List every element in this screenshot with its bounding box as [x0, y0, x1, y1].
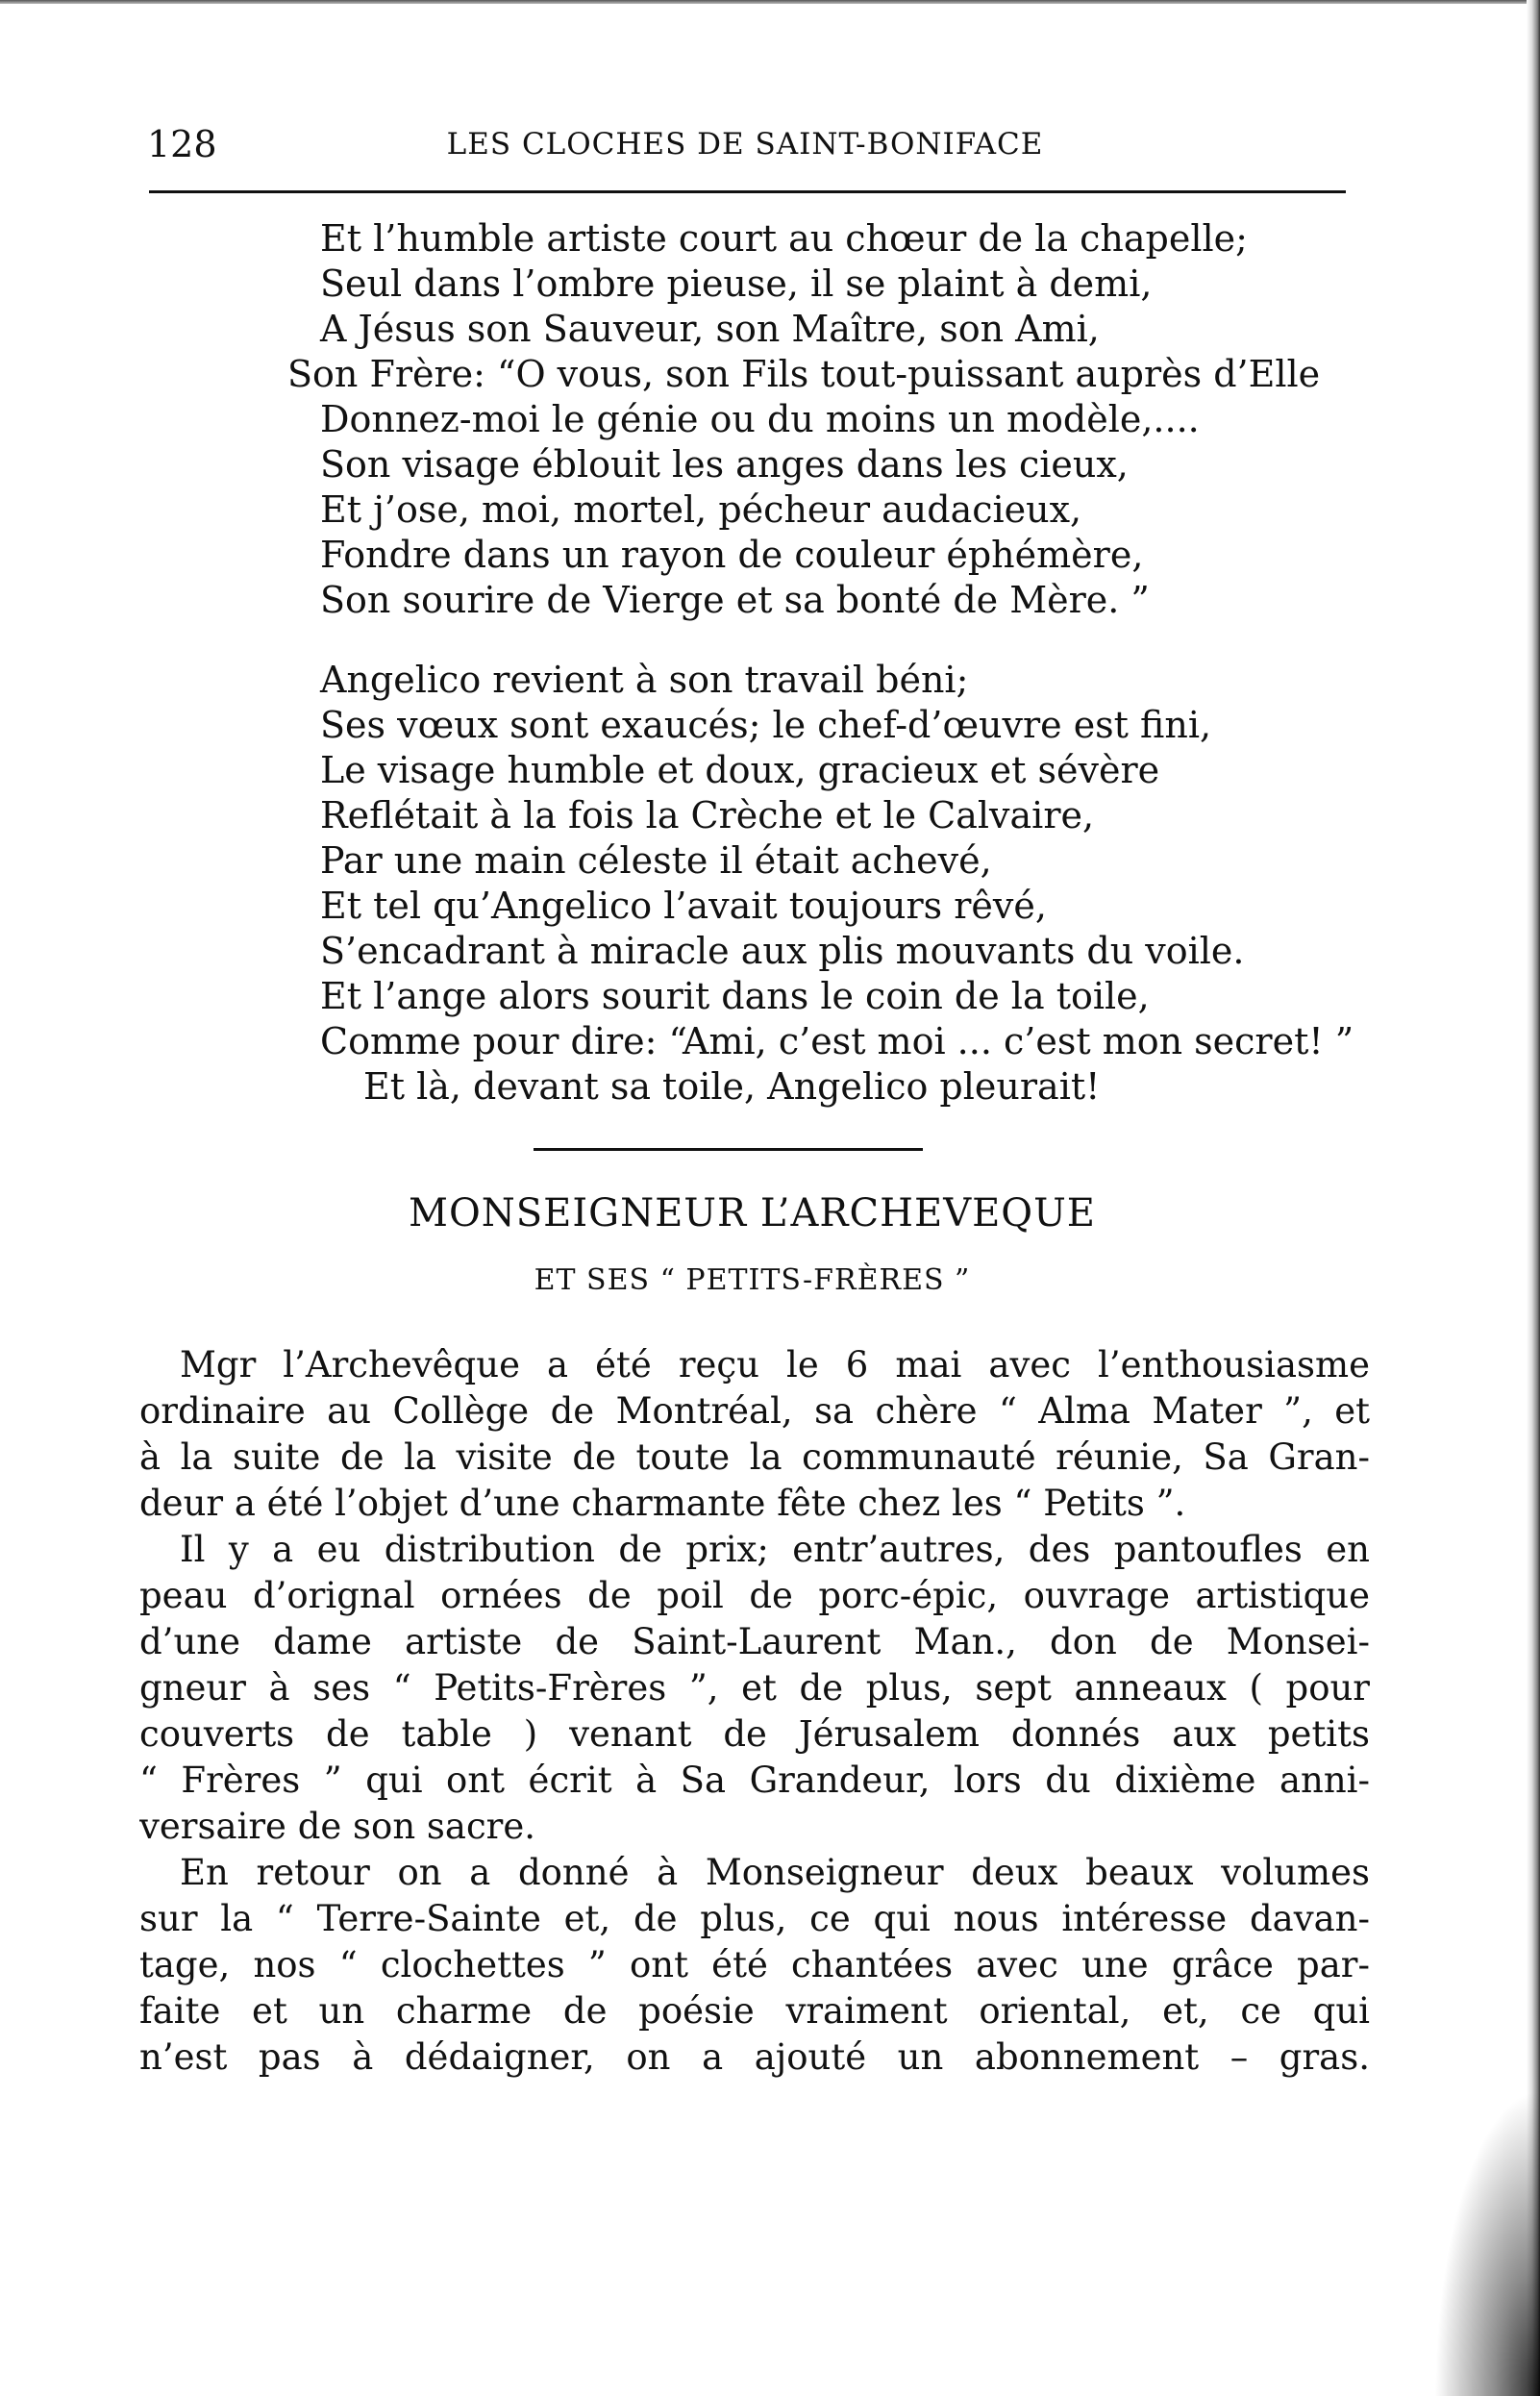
poem-line: Et j’ose, moi, mortel, pécheur audacieux,: [320, 488, 1082, 531]
poem-line: Comme pour dire: “Ami, c’est moi ... c’est mon secret! ”: [320, 1020, 1354, 1062]
article-line: gneur à ses “ Petits-Frères ”, et de plus, sept anneaux ( pour: [139, 1667, 1370, 1709]
article-line: faite et un charme de poésie vraiment oriental, et, ce qui: [139, 1990, 1370, 2032]
article-subtitle: ET SES “ PETITS-FRÈRES ”: [534, 1263, 971, 1297]
poem-stanza: [0, 216, 1540, 623]
poem-line: Son Frère: “O vous, son Fils tout-puissant auprès d’Elle: [287, 353, 1321, 395]
page-top-edge: [0, 0, 1540, 4]
page-number: 128: [147, 123, 217, 165]
article-line: d’une dame artiste de Saint-Laurent Man., don de Monsei-: [139, 1621, 1370, 1662]
poem-line: Et là, devant sa toile, Angelico pleurait!: [363, 1065, 1101, 1108]
article-line: ordinaire au Collège de Montréal, sa chère “ Alma Mater ”, et: [139, 1390, 1370, 1432]
page-header: [139, 120, 1351, 168]
article-line: à la suite de la visite de toute la communauté réunie, Sa Gran-: [139, 1436, 1370, 1478]
poem-line: S’encadrant à miracle aux plis mouvants du voile.: [320, 930, 1245, 972]
header-rule: [149, 190, 1346, 193]
article-line: “ Frères ” qui ont écrit à Sa Grandeur, lors du dixième anni-: [139, 1760, 1370, 1801]
article-line: Il y a eu distribution de prix; entr’autres, des pantoufles en: [180, 1529, 1370, 1570]
poem-line: Angelico revient à son travail béni;: [320, 659, 969, 701]
scan-corner-shadow: [1434, 2088, 1540, 2396]
poem: [0, 216, 1540, 1144]
poem-line: Et l’ange alors sourit dans le coin de la toile,: [320, 975, 1150, 1017]
poem-stanza: [0, 658, 1540, 1110]
article-line: n’est pas à dédaigner, on a ajouté un abonnement – gras.: [139, 2036, 1370, 2078]
article-line: En retour on a donné à Monseigneur deux beaux volumes: [180, 1852, 1370, 1893]
article-body: [139, 1342, 1370, 2081]
article-line: sur la “ Terre-Sainte et, de plus, ce qui nous intéresse davan-: [139, 1898, 1370, 1939]
article-line: couverts de table ) venant de Jérusalem donnés aux petits: [139, 1713, 1370, 1755]
poem-line: Et tel qu’Angelico l’avait toujours rêvé,: [320, 885, 1047, 927]
poem-line: Fondre dans un rayon de couleur éphémère,: [320, 534, 1144, 576]
poem-line: Par une main céleste il était achevé,: [320, 839, 992, 882]
poem-line: Son sourire de Vierge et sa bonté de Mère. ”: [320, 579, 1150, 621]
poem-line: Seul dans l’ombre pieuse, il se plaint à demi,: [320, 262, 1153, 305]
poem-line: Reflétait à la fois la Crèche et le Calvaire,: [320, 794, 1095, 836]
poem-line: Le visage humble et doux, gracieux et sévère: [320, 749, 1160, 791]
article-line: versaire de son sacre.: [139, 1806, 536, 1847]
article-title: MONSEIGNEUR L’ARCHEVEQUE: [408, 1191, 1096, 1235]
poem-line: Son visage éblouit les anges dans les cieux,: [320, 443, 1129, 486]
running-title: LES CLOCHES DE SAINT-BONIFACE: [446, 127, 1044, 162]
poem-line: Ses vœux sont exaucés; le chef-d’œuvre est fini,: [320, 704, 1212, 746]
article-line: deur a été l’objet d’une charmante fête chez les “ Petits ”.: [139, 1483, 1186, 1524]
article-line: peau d’orignal ornées de poil de porc-épic, ouvrage artistique: [139, 1575, 1370, 1616]
article-line: tage, nos “ clochettes ” ont été chantées avec une grâce par-: [139, 1944, 1370, 1985]
poem-line: Donnez-moi le génie ou du moins un modèle,....: [320, 398, 1200, 440]
poem-line: A Jésus son Sauveur, son Maître, son Ami,: [320, 308, 1100, 350]
section-divider: [534, 1148, 923, 1151]
poem-line: Et l’humble artiste court au chœur de la chapelle;: [320, 217, 1248, 260]
article-line: Mgr l’Archevêque a été reçu le 6 mai avec l’enthousiasme: [180, 1344, 1370, 1385]
